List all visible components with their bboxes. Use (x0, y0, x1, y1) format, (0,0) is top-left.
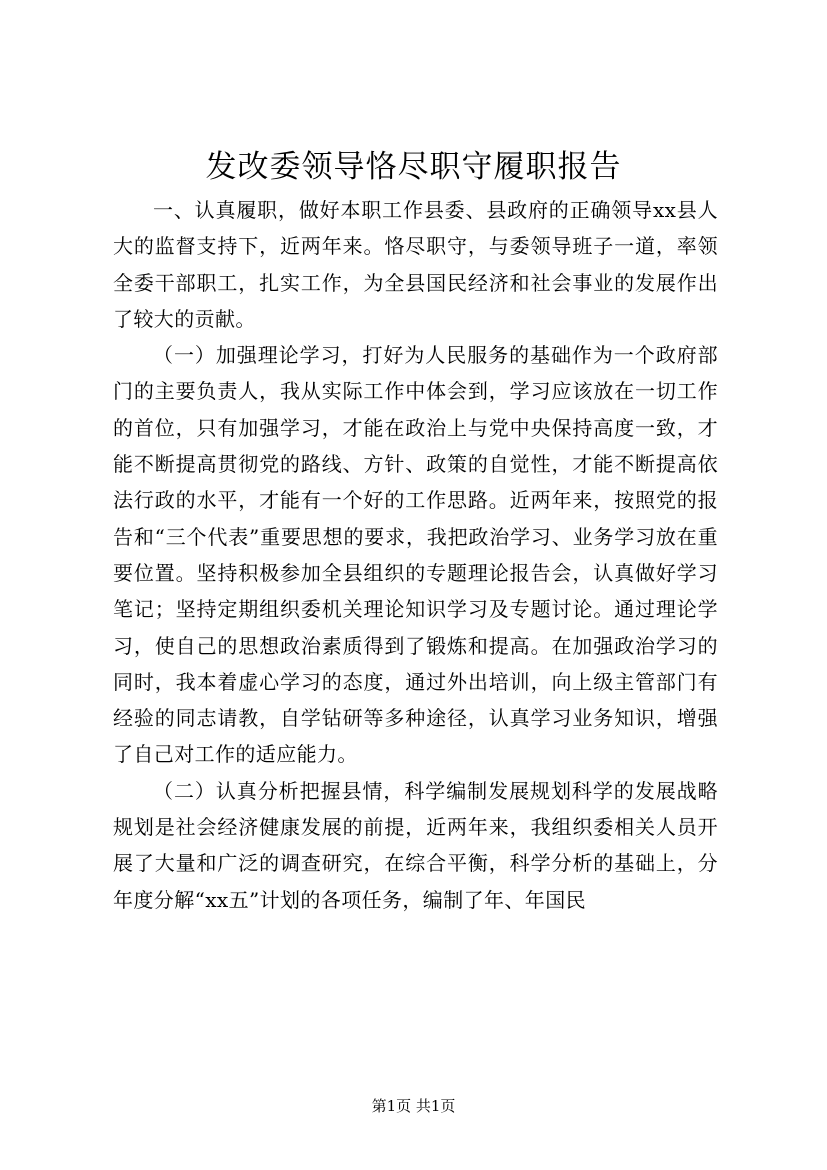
page-title: 发改委领导恪尽职守履职报告 (205, 149, 622, 185)
paragraph-2: （一）加强理论学习，打好为人民服务的基础作为一个政府部门的主要负责人，我从实际工作中体会到，学习应该放在一切工作的首位，只有加强学习，才能在政治上与党中央保持高度一致，才能不断提高贯彻党的路线、方针、政策的自觉性，才能不断提高依法行政的水平，才能有一个好的工作思路。近两年来，按照党的报告和“三个代表”重要思想的要求，我把政治学习、业务学习放在重要位置。坚持积极参加全县组织的专题理论报告会，认真做好学习笔记；坚持定期组织委机关理论知识学习及专题讨论。通过理论学习，使自己的思想政治素质得到了锻炼和提高。在加强政治学习的同时，我本着虚心学习的态度，通过外出培训，向上级主管部门有经验的同志请教，自学钻研等多种途径，认真学习业务知识，增强了自己对工作的适应能力。 (113, 343, 718, 767)
paragraph-3: （二）认真分析把握县情，科学编制发展规划科学的发展战略规划是社会经济健康发展的前提，近两年来，我组织委相关人员开展了大量和广泛的调查研究，在综合平衡，科学分析的基础上，分年度分解“xx五”计划的各项任务，编制了年、年国民 (113, 778, 718, 912)
document-body (113, 192, 718, 918)
page-footer: 第1页 共1页 (371, 1097, 456, 1115)
paragraph-1: 一、认真履职，做好本职工作县委、县政府的正确领导xx县人大的监督支持下，近两年来。恪尽职守，与委领导班子一道，率领全委干部职工，扎实工作，为全县国民经济和社会事业的发展作出了较大的贡献。 (113, 198, 718, 331)
